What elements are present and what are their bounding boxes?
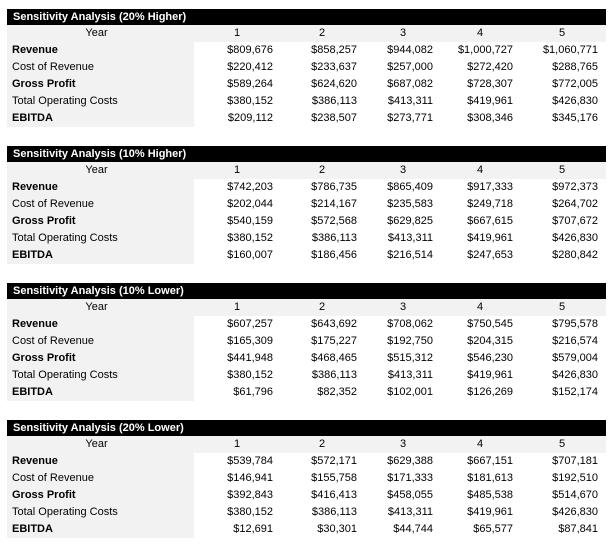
year-header-row [7,299,606,316]
value-cell: $485,538 [467,489,513,501]
sensitivity-table [7,283,606,401]
value-cell: $708,062 [387,318,433,330]
value-cell: $426,830 [552,232,598,244]
value-cell: $257,000 [387,61,433,73]
section-title: Sensitivity Analysis (10% Higher) [7,146,606,162]
year-header-cell: 2 [319,301,326,313]
value-cell: $419,961 [467,95,513,107]
section-title: Sensitivity Analysis (20% Lower) [7,420,606,436]
row-label: Total Operating Costs [7,367,194,384]
year-header-cell: 5 [559,438,566,450]
value-cell: $667,151 [467,455,513,467]
value-cell: $786,735 [311,181,357,193]
value-cell: $171,333 [387,472,433,484]
value-cell: $468,465 [311,352,357,364]
year-header-cell: 4 [477,27,484,39]
value-cell: $82,352 [317,386,357,398]
year-label: Year [7,436,194,453]
table-row [7,76,606,93]
value-cell: $87,841 [558,523,598,535]
value-cell: $249,718 [467,198,513,210]
table-row [7,93,606,110]
sensitivity-table [7,420,606,538]
year-header-cell: 2 [319,164,326,176]
value-cell: $380,152 [227,95,273,107]
value-cell: $750,545 [467,318,513,330]
row-label: Gross Profit [7,487,194,504]
table-row [7,230,606,247]
value-cell: $728,307 [467,78,513,90]
row-label: Revenue [7,316,194,333]
value-cell: $419,961 [467,232,513,244]
year-header-cell: 5 [559,164,566,176]
table-row [7,42,606,59]
value-cell: $972,373 [552,181,598,193]
table-row [7,453,606,470]
value-cell: $441,948 [227,352,273,364]
value-cell: $643,692 [311,318,357,330]
year-label: Year [7,299,194,316]
row-label: Cost of Revenue [7,333,194,350]
value-cell: $413,311 [387,95,433,107]
value-cell: $209,112 [227,112,273,124]
value-cell: $514,670 [552,489,598,501]
value-cell: $386,113 [311,369,357,381]
row-label: Total Operating Costs [7,230,194,247]
value-cell: $629,825 [387,215,433,227]
table-row [7,384,606,401]
year-header-cell: 1 [234,164,241,176]
year-header-cell: 5 [559,27,566,39]
year-label: Year [7,25,194,42]
row-label: Cost of Revenue [7,59,194,76]
value-cell: $192,750 [387,335,433,347]
table-row [7,333,606,350]
value-cell: $392,843 [227,489,273,501]
value-cell: $272,420 [467,61,513,73]
row-label: Total Operating Costs [7,93,194,110]
value-cell: $419,961 [467,506,513,518]
table-row [7,196,606,213]
row-label: EBITDA [7,384,194,401]
value-cell: $624,620 [311,78,357,90]
value-cell: $61,796 [233,386,273,398]
year-label: Year [7,162,194,179]
value-cell: $202,044 [227,198,273,210]
value-cell: $152,174 [552,386,598,398]
value-cell: $572,568 [311,215,357,227]
value-cell: $380,152 [227,232,273,244]
value-cell: $273,771 [387,112,433,124]
row-label: Cost of Revenue [7,196,194,213]
table-row [7,316,606,333]
value-cell: $165,309 [227,335,273,347]
section-title: Sensitivity Analysis (10% Lower) [7,283,606,299]
year-header-cell: 3 [400,301,407,313]
value-cell: $204,315 [467,335,513,347]
value-cell: $386,113 [311,232,357,244]
value-cell: $572,171 [311,455,357,467]
table-row [7,59,606,76]
row-label: Revenue [7,42,194,59]
value-cell: $30,301 [317,523,357,535]
value-cell: $809,676 [227,44,273,56]
year-header-row [7,436,606,453]
row-label: Cost of Revenue [7,470,194,487]
section-title: Sensitivity Analysis (20% Higher) [7,9,606,25]
value-cell: $386,113 [311,95,357,107]
value-cell: $772,005 [552,78,598,90]
value-cell: $175,227 [311,335,357,347]
value-cell: $1,060,771 [542,44,598,56]
sensitivity-table [7,9,606,127]
value-cell: $539,784 [227,455,273,467]
value-cell: $192,510 [552,472,598,484]
value-cell: $1,000,727 [457,44,513,56]
sensitivity-table [7,146,606,264]
table-row [7,367,606,384]
value-cell: $742,203 [227,181,273,193]
value-cell: $865,409 [387,181,433,193]
value-cell: $413,311 [387,506,433,518]
value-cell: $65,577 [473,523,513,535]
table-row [7,350,606,367]
value-cell: $380,152 [227,506,273,518]
table-row [7,247,606,264]
year-header-cell: 1 [234,301,241,313]
value-cell: $629,388 [387,455,433,467]
table-row [7,213,606,230]
value-cell: $917,333 [467,181,513,193]
year-header-cell: 1 [234,438,241,450]
value-cell: $546,230 [467,352,513,364]
row-label: Total Operating Costs [7,504,194,521]
year-header-row [7,25,606,42]
value-cell: $12,691 [233,523,273,535]
row-label: EBITDA [7,521,194,538]
value-cell: $413,311 [387,232,433,244]
year-header-cell: 3 [400,27,407,39]
value-cell: $413,311 [387,369,433,381]
value-cell: $280,842 [552,249,598,261]
row-label: Revenue [7,179,194,196]
value-cell: $308,346 [467,112,513,124]
year-header-cell: 4 [477,301,484,313]
value-cell: $214,167 [311,198,357,210]
value-cell: $238,507 [311,112,357,124]
table-row [7,470,606,487]
table-row [7,504,606,521]
year-header-cell: 2 [319,438,326,450]
value-cell: $220,412 [227,61,273,73]
value-cell: $380,152 [227,369,273,381]
value-cell: $247,653 [467,249,513,261]
value-cell: $126,269 [467,386,513,398]
table-row [7,521,606,538]
year-header-cell: 4 [477,164,484,176]
year-header-cell: 1 [234,27,241,39]
year-header-cell: 2 [319,27,326,39]
table-row [7,487,606,504]
row-label: Gross Profit [7,213,194,230]
row-label: EBITDA [7,110,194,127]
value-cell: $288,765 [552,61,598,73]
year-header-cell: 4 [477,438,484,450]
value-cell: $426,830 [552,95,598,107]
value-cell: $858,257 [311,44,357,56]
value-cell: $795,578 [552,318,598,330]
value-cell: $416,413 [311,489,357,501]
value-cell: $146,941 [227,472,273,484]
value-cell: $707,181 [552,455,598,467]
value-cell: $386,113 [311,506,357,518]
value-cell: $579,004 [552,352,598,364]
value-cell: $235,583 [387,198,433,210]
value-cell: $216,514 [387,249,433,261]
table-row [7,110,606,127]
value-cell: $687,082 [387,78,433,90]
value-cell: $515,312 [387,352,433,364]
table-row [7,179,606,196]
year-header-row [7,162,606,179]
value-cell: $186,456 [311,249,357,261]
value-cell: $426,830 [552,369,598,381]
row-label: Gross Profit [7,350,194,367]
value-cell: $44,744 [393,523,433,535]
value-cell: $102,001 [387,386,433,398]
value-cell: $607,257 [227,318,273,330]
value-cell: $540,159 [227,215,273,227]
value-cell: $667,615 [467,215,513,227]
value-cell: $589,264 [227,78,273,90]
value-cell: $345,176 [552,112,598,124]
row-label: Revenue [7,453,194,470]
value-cell: $944,082 [387,44,433,56]
value-cell: $264,702 [552,198,598,210]
row-label: Gross Profit [7,76,194,93]
value-cell: $160,007 [227,249,273,261]
row-label: EBITDA [7,247,194,264]
value-cell: $233,637 [311,61,357,73]
year-header-cell: 3 [400,164,407,176]
value-cell: $426,830 [552,506,598,518]
value-cell: $458,055 [387,489,433,501]
year-header-cell: 3 [400,438,407,450]
value-cell: $155,758 [311,472,357,484]
value-cell: $419,961 [467,369,513,381]
value-cell: $216,574 [552,335,598,347]
value-cell: $181,613 [467,472,513,484]
value-cell: $707,672 [552,215,598,227]
year-header-cell: 5 [559,301,566,313]
